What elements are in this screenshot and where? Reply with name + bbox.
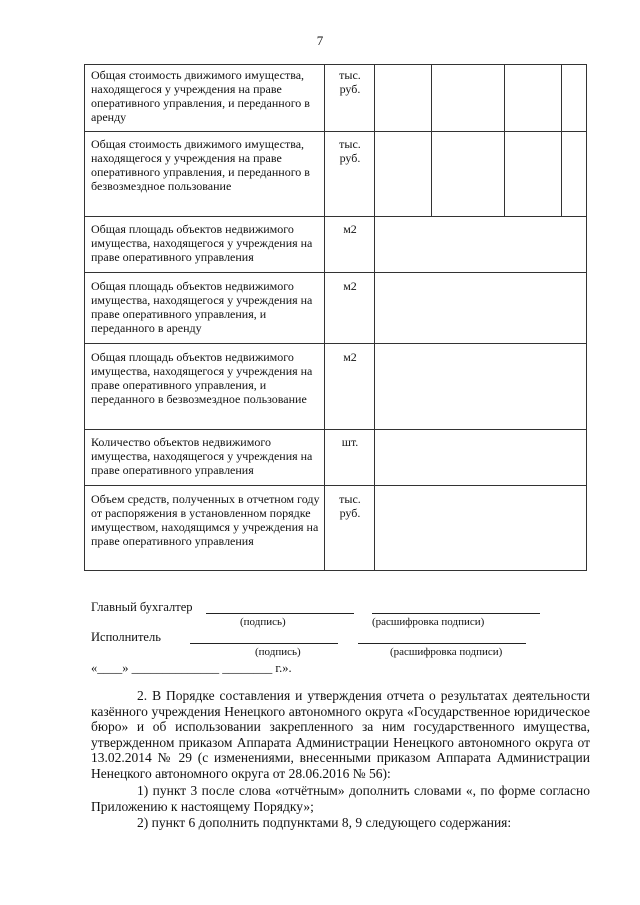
row-label: Общая площадь объектов недвижимого имущества, находящегося у учреждения на праве оперативного управления, и переданного в аренду xyxy=(91,279,313,335)
row-unit: шт. xyxy=(341,435,359,449)
row-line xyxy=(84,429,587,430)
row-unit: м2 xyxy=(343,222,357,236)
row-unit: м2 xyxy=(343,350,357,364)
row-label: Объем средств, полученных в отчетном году от распоряжения в установленном порядке имуществом, находящимся у учреждения на праве оперативного управления xyxy=(91,492,320,548)
row-label: Общая площадь объектов недвижимого имущества, находящегося у учреждения на праве оперативного управления, и переданного в безвозмездное пользование xyxy=(91,350,313,406)
table-col-divider-unit xyxy=(374,64,375,570)
row-unit: тыс. руб. xyxy=(339,68,361,96)
row-unit: тыс. руб. xyxy=(339,137,361,165)
table-border-right xyxy=(586,64,587,570)
decoding-caption: (расшифровка подписи) xyxy=(390,646,503,658)
table-col-divider-5 xyxy=(561,64,562,216)
page-number: 7 xyxy=(316,33,324,48)
table-col-divider-4 xyxy=(504,64,505,216)
decoding-line xyxy=(372,613,540,614)
row-line xyxy=(84,131,587,132)
row-line xyxy=(84,216,587,217)
decoding-caption: (расшифровка подписи) xyxy=(372,616,485,628)
amendment-paragraph-2: 2. В Порядке составления и утверждения отчета о результатах деятельности казённого учреждения Ненецкого автономного округа «Государственное юридическое бюро» и об использовании закрепленного за ним государственного имущества, утвержденном приказом Аппарата Администрации Ненецкого автономного округа от 13.02.2014 № 29 (с изменениями, внесенными приказом Аппарата Администрации Ненецкого автономного округа от 28.06.2016 № 56): xyxy=(91,688,590,781)
row-label: Общая стоимость движимого имущества, находящегося у учреждения на праве оперативного управления, и переданного в безвозмездное пользование xyxy=(91,137,310,193)
row-line xyxy=(84,485,587,486)
signature-line xyxy=(190,643,338,644)
row-line xyxy=(84,272,587,273)
row-unit: м2 xyxy=(343,279,357,293)
decoding-line xyxy=(358,643,526,644)
row-line xyxy=(84,570,587,571)
signature-caption: (подпись) xyxy=(255,646,301,658)
table-col-divider-label xyxy=(324,64,325,570)
chief-accountant-label: Главный бухгалтер xyxy=(91,600,193,614)
row-label: Общая стоимость движимого имущества, находящегося у учреждения на праве оперативного управления, и переданного в аренду xyxy=(91,68,310,124)
row-unit: тыс. руб. xyxy=(339,492,361,520)
table-border-left xyxy=(84,64,85,570)
row-label: Количество объектов недвижимого имущества, находящегося у учреждения на праве оперативного управления xyxy=(91,435,313,477)
signature-caption: (подпись) xyxy=(240,616,286,628)
executor-label: Исполнитель xyxy=(91,630,161,644)
date-line: «____» ______________ ________ г.». xyxy=(91,661,292,675)
row-line xyxy=(84,343,587,344)
row-label: Общая площадь объектов недвижимого имущества, находящегося у учреждения на праве оперативного управления xyxy=(91,222,313,264)
signature-line xyxy=(206,613,354,614)
amendment-item-2: 2) пункт 6 дополнить подпунктами 8, 9 следующего содержания: xyxy=(137,815,512,830)
row-line xyxy=(84,64,587,65)
table-col-divider-3 xyxy=(431,64,432,216)
amendment-item-1: 1) пункт 3 после слова «отчётным» дополнить словами «, по форме согласно Приложению к настоящему Порядку»; xyxy=(91,783,590,814)
